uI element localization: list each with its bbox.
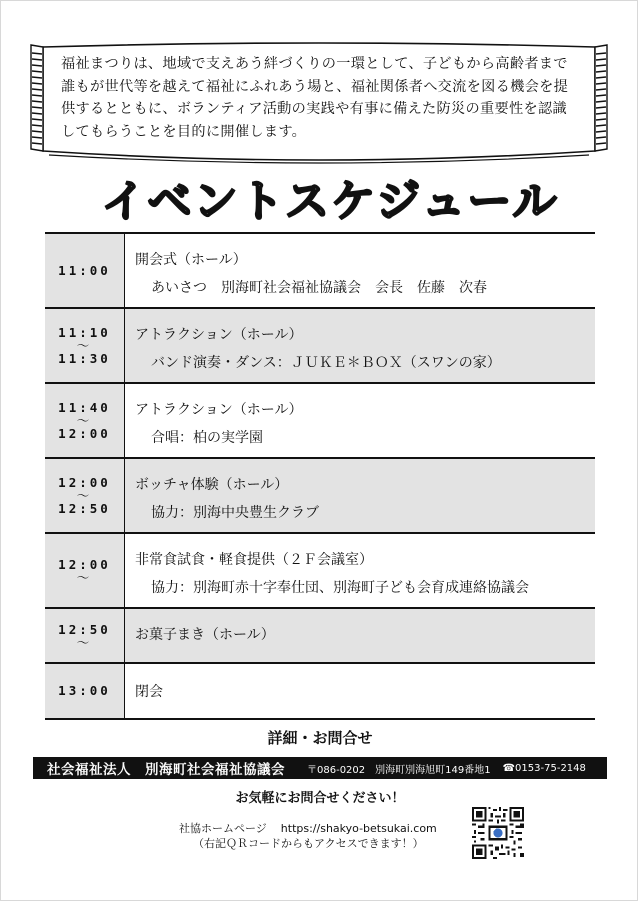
time-end: 12:50 [58,500,111,516]
schedule-row [45,534,595,609]
event-name: 開会式（ホール） [135,252,247,268]
schedule-row [45,234,595,309]
qr-note: （右記ＱＲコードからもアクセスできます！） [193,837,424,850]
time-tilde: ～ [76,569,93,585]
event-detail: 協力：別海町赤十字奉仕団、別海町子ども会育成連絡協議会 [151,580,529,596]
event-detail: 協力：別海中央豊生クラブ [151,505,319,521]
schedule-row [45,459,595,534]
event-cell [125,534,595,607]
time-end: 11:30 [58,350,111,366]
time-start: 12:00 [58,474,111,490]
time-start: 11:40 [58,399,111,415]
event-name: ボッチャ体験（ホール） [135,477,289,493]
time-cell [45,384,125,457]
time-start: 13:00 [58,683,111,698]
homepage-link[interactable]: https://shakyo-betsukai.com [280,822,437,835]
schedule-title-text: イベントスケジュール [101,176,559,227]
time-cell [45,534,125,607]
time-end: 12:00 [58,425,111,441]
event-name: アトラクション（ホール） [135,402,303,418]
homepage-label: 社協ホームページ [179,822,267,835]
schedule-row [45,609,595,664]
event-name: お菓子まき（ホール） [135,627,275,643]
event-cell [125,234,595,307]
event-name: 閉会 [135,684,163,700]
event-cell [125,459,595,532]
call-to-action: お気軽にお問合せください！ [235,791,405,806]
time-cell [45,234,125,307]
time-start: 12:50 [58,621,111,637]
time-cell [45,459,125,532]
event-detail: あいさつ 別海町社会福祉協議会 会長 佐藤 次春 [151,280,487,296]
time-start: 12:00 [58,556,111,572]
event-name: 非常食試食・軽食提供（２Ｆ会議室） [135,552,373,568]
event-cell [125,609,595,662]
schedule-table [45,232,595,720]
time-tilde: ～ [76,337,93,353]
time-tilde: ～ [76,412,93,428]
time-cell [45,309,125,382]
schedule-row [45,664,595,720]
qr-code-icon[interactable] [472,807,524,859]
event-detail: バンド演奏・ダンス：ＪＵＫＥ＊ＢＯＸ（スワンの家） [151,355,501,371]
time-cell [45,609,125,662]
homepage-info [179,821,437,851]
event-detail: 合唱：柏の実学園 [151,430,263,446]
contact-heading: 詳細・お問合せ [267,729,373,747]
event-cell [125,384,595,457]
schedule-row [45,384,595,459]
schedule-row [45,309,595,384]
event-name: アトラクション（ホール） [135,327,303,343]
intro-text: 福祉まつりは、地域で支えあう絆づくりの一環として、子どもから高齢者まで誰もが世代等を越えて福祉にふれあう場と、福祉関係者へ交流を図る機会を提供するとともに、ボランティア活動の実践や有事に備えた防災の重要性を認識してもらうことを目的に開催します。 [61,56,569,140]
time-tilde: ～ [76,634,93,650]
time-tilde: ～ [76,487,93,503]
organization-address: 〒086-0202 別海町別海旭町149番地1 [307,764,491,776]
event-cell [125,309,595,382]
organization-bar [33,757,607,779]
time-start: 11:00 [58,262,111,278]
event-cell [125,664,595,718]
time-cell [45,664,125,718]
time-start: 11:10 [58,324,111,340]
organization-name: 社会福祉法人 別海町社会福祉協議会 [47,762,285,778]
organization-phone: ☎0153-75-2148 [502,762,586,774]
schedule-title [85,171,575,229]
